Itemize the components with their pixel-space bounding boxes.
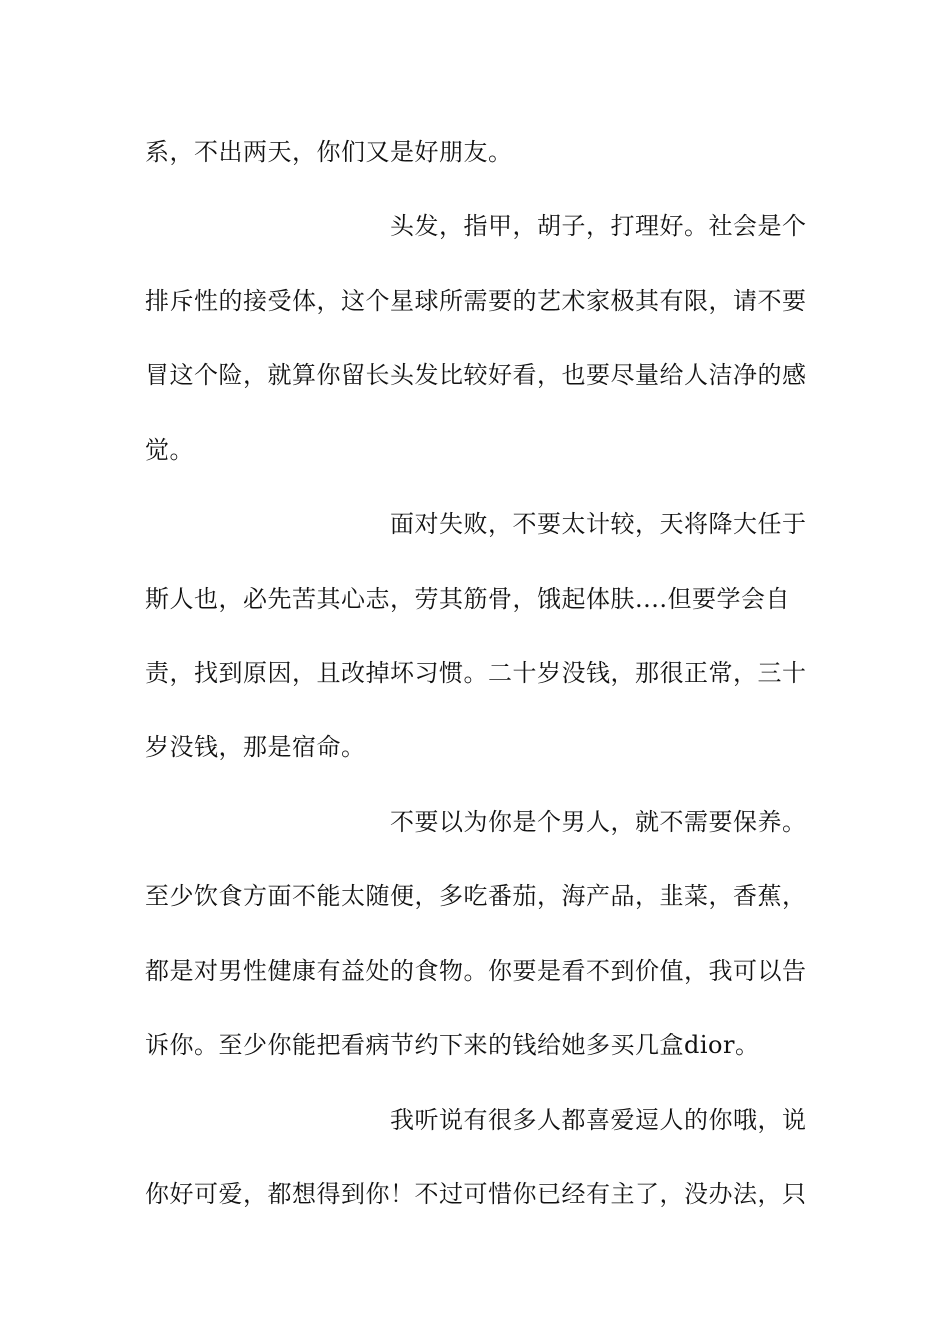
paragraph-start-line: 面对失败，不要太计较，天将降大任于: [390, 510, 807, 538]
text-line: 岁没钱，那是宿命。: [145, 733, 366, 761]
text-line: 系，不出两天，你们又是好朋友。: [145, 138, 513, 166]
text-line: 都是对男性健康有益处的食物。你要是看不到价值，我可以告: [145, 957, 807, 985]
text-line: 排斥性的接受体，这个星球所需要的艺术家极其有限，请不要: [145, 287, 807, 315]
paragraph-start-line: 我听说有很多人都喜爱逗人的你哦，说: [390, 1106, 807, 1134]
text-line: 至少饮食方面不能太随便，多吃番茄，海产品，韭菜，香蕉，: [145, 882, 807, 910]
text-line: 你好可爱，都想得到你！不过可惜你已经有主了，没办法，只: [145, 1180, 807, 1208]
text-line: 觉。: [145, 436, 194, 464]
text-line: 斯人也，必先苦其心志，劳其筋骨，饿起体肤....但要学会自: [145, 585, 791, 613]
paragraph-start-line: 不要以为你是个男人，就不需要保养。: [390, 808, 807, 836]
text-line: 诉你。至少你能把看病节约下来的钱给她多买几盒dior。: [145, 1031, 760, 1059]
text-line: 冒这个险，就算你留长头发比较好看，也要尽量给人洁净的感: [145, 361, 807, 389]
paragraph-start-line: 头发，指甲，胡子，打理好。社会是个: [390, 212, 807, 240]
text-line: 责，找到原因，且改掉坏习惯。二十岁没钱，那很正常，三十: [145, 659, 807, 687]
